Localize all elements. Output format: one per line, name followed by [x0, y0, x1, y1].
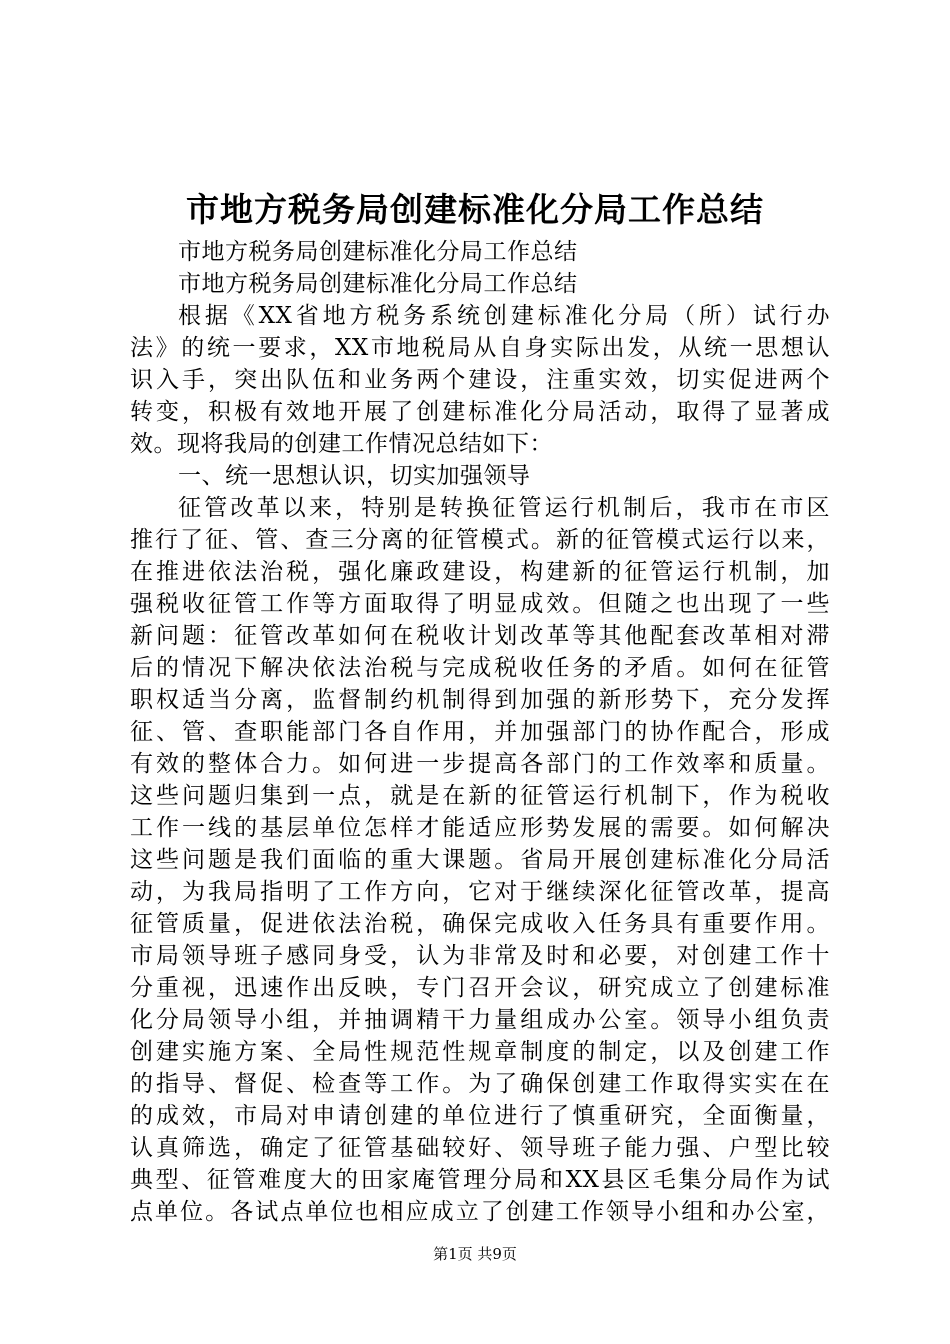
text-line: 动，为我局指明了工作方向，它对于继续深化征管改革，提高	[130, 879, 830, 905]
text-line: 的成效，市局对申请创建的单位进行了慎重研究，全面衡量，	[130, 1103, 830, 1129]
text-line: 新问题：征管改革如何在税收计划改革等其他配套改革相对滞	[130, 623, 830, 649]
text-line: 识入手，突出队伍和业务两个建设，注重实效，切实促进两个	[130, 367, 830, 393]
text-line: 化分局领导小组，并抽调精干力量组成办公室。领导小组负责	[130, 1007, 830, 1033]
text-line: 创建实施方案、全局性规范性规章制度的制定，以及创建工作	[130, 1039, 830, 1065]
text-line: 市局领导班子感同身受，认为非常及时和必要，对创建工作十	[130, 943, 830, 969]
text-line: 这些问题是我们面临的重大课题。省局开展创建标准化分局活	[130, 847, 830, 873]
text-line: 市地方税务局创建标准化分局工作总结	[178, 239, 578, 265]
text-line: 后的情况下解决依法治税与完成税收任务的矛盾。如何在征管	[130, 655, 830, 681]
text-line: 典型、征管难度大的田家庵管理分局和XX县区毛集分局作为试	[130, 1167, 830, 1193]
text-line: 征、管、查职能部门各自作用，并加强部门的协作配合，形成	[130, 719, 830, 745]
text-line: 有效的整体合力。如何进一步提高各部门的工作效率和质量。	[130, 751, 830, 777]
document-body	[130, 236, 830, 1228]
text-line: 点单位。各试点单位也相应成立了创建工作领导小组和办公室，	[130, 1199, 830, 1225]
text-line: 市地方税务局创建标准化分局工作总结	[178, 271, 578, 297]
text-line: 法》的统一要求，XX市地税局从自身实际出发，从统一思想认	[130, 335, 830, 361]
text-line: 工作一线的基层单位怎样才能适应形势发展的需要。如何解决	[130, 815, 830, 841]
text-line: 推行了征、管、查三分离的征管模式。新的征管模式运行以来，	[130, 527, 830, 553]
text-line: 在推进依法治税，强化廉政建设，构建新的征管运行机制，加	[130, 559, 830, 585]
text-line: 一、统一思想认识，切实加强领导	[178, 463, 531, 489]
document-title: 市地方税务局创建标准化分局工作总结	[186, 190, 764, 229]
text-line: 征管改革以来，特别是转换征管运行机制后，我市在市区	[178, 495, 830, 521]
text-line: 强税收征管工作等方面取得了明显成效。但随之也出现了一些	[130, 591, 830, 617]
text-line: 效。现将我局的创建工作情况总结如下：	[130, 431, 553, 457]
text-line: 征管质量，促进依法治税，确保完成收入任务具有重要作用。	[130, 911, 830, 937]
text-line: 认真筛选，确定了征管基础较好、领导班子能力强、户型比较	[130, 1135, 830, 1161]
text-line: 转变，积极有效地开展了创建标准化分局活动，取得了显著成	[130, 399, 830, 425]
text-line: 职权适当分离，监督制约机制得到加强的新形势下，充分发挥	[130, 687, 830, 713]
text-line: 这些问题归集到一点，就是在新的征管运行机制下，作为税收	[130, 783, 830, 809]
text-line: 分重视，迅速作出反映，专门召开会议，研究成立了创建标准	[130, 975, 830, 1001]
page-footer: 第1页 共9页	[433, 1245, 517, 1263]
text-line: 根据《XX省地方税务系统创建标准化分局（所）试行办	[178, 303, 830, 329]
text-line: 的指导、督促、检查等工作。为了确保创建工作取得实实在在	[130, 1071, 830, 1097]
